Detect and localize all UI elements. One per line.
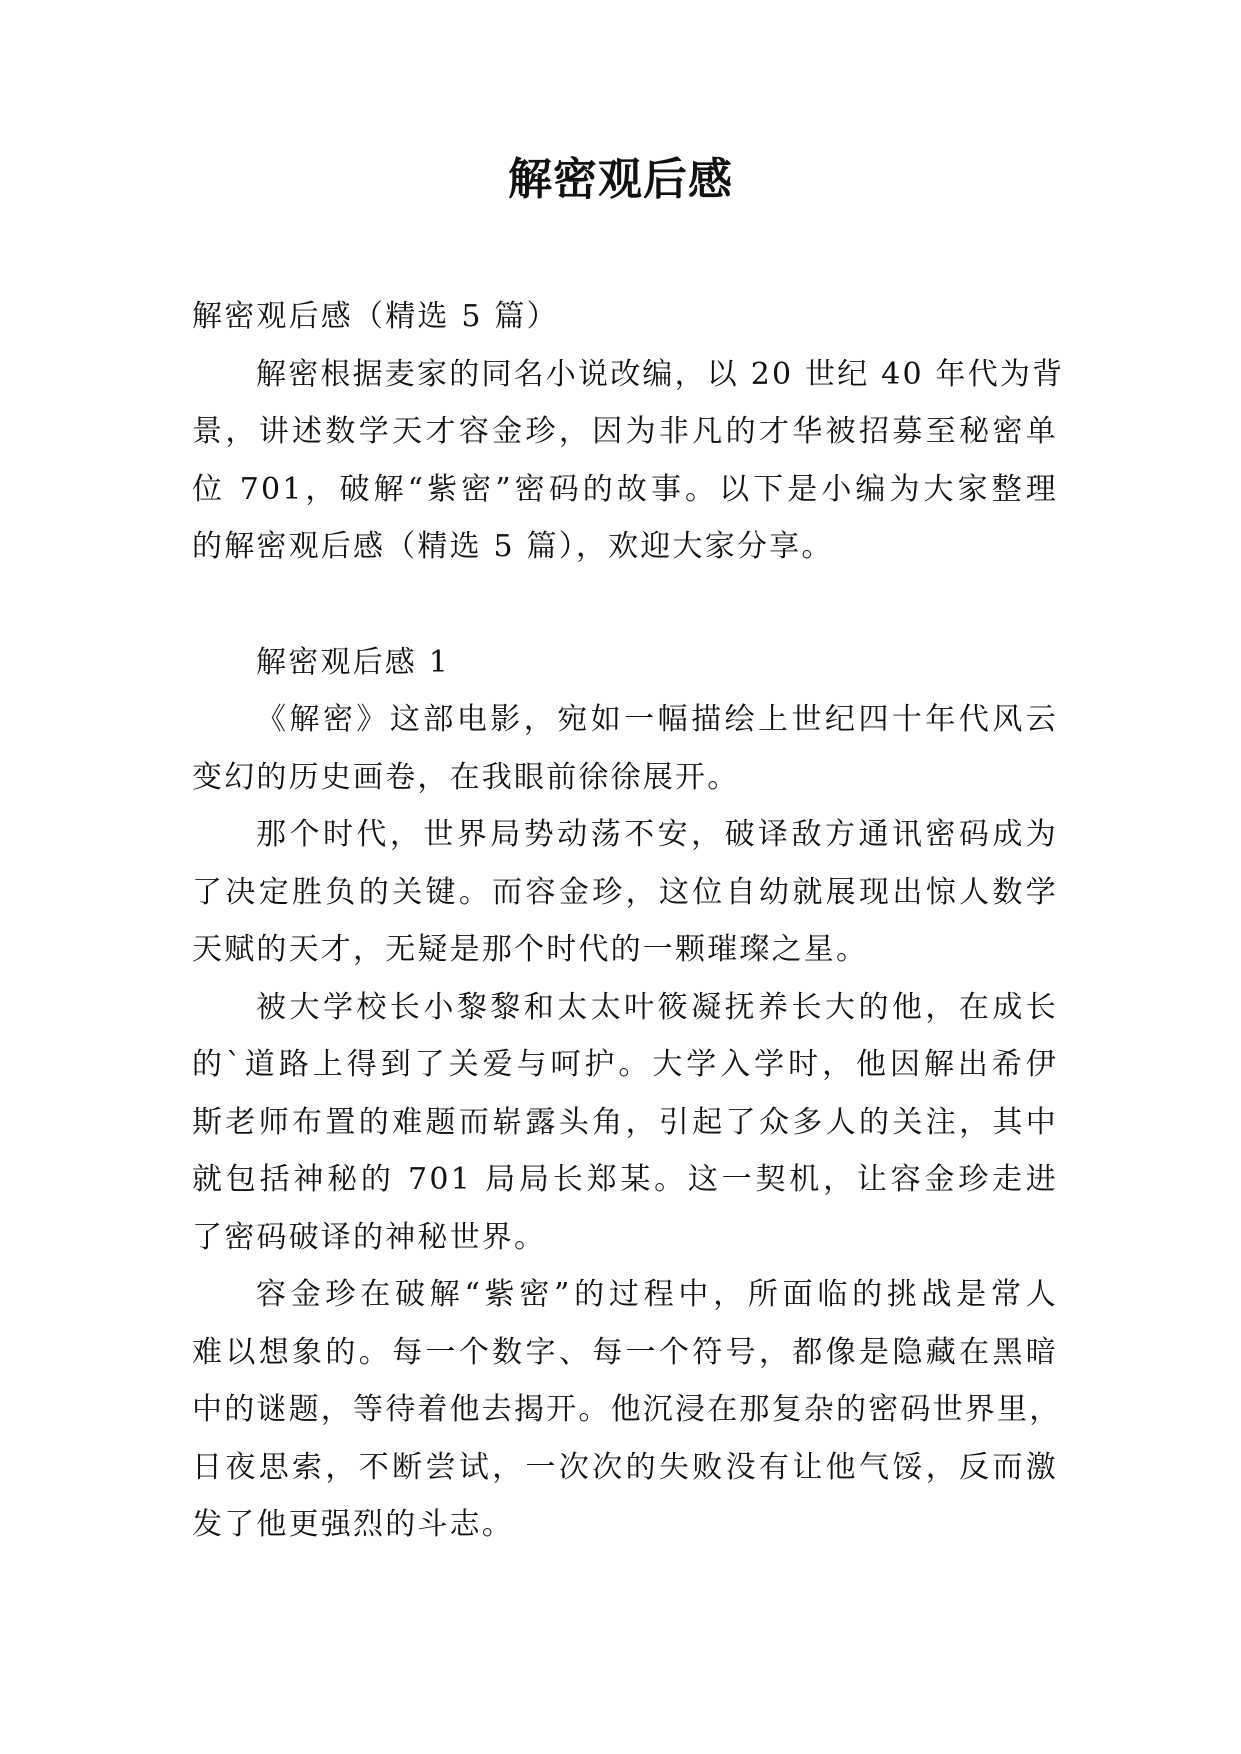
paragraph (192, 979, 1058, 1267)
paragraph-line: 《解密》这部电影，宛如一幅描绘上世纪四十年代风云 (256, 702, 1058, 737)
paragraph-line: 斯老师布置的难题而崭露头角，引起了众多人的关注，其中 (192, 1104, 1058, 1140)
section-heading: 解密观后感 1 (256, 644, 451, 680)
intro-line: 景，讲述数学天才容金珍，因为非凡的才华被招募至秘密单 (192, 414, 1058, 449)
paragraph-line: 的`道路上得到了关爱与呵护。大学入学时，他因解出希伊 (192, 1047, 1058, 1082)
intro-line: 解密根据麦家的同名小说改编，以 20 世纪 40 年代为背 (256, 356, 1065, 392)
paragraph (192, 806, 1058, 979)
paragraph-line: 变幻的历史画卷，在我眼前徐徐展开。 (192, 759, 740, 795)
paragraph-line: 发了他更强烈的斗志。 (192, 1507, 514, 1542)
paragraph (192, 1266, 1062, 1554)
paragraph-line: 天赋的天才，无疑是那个时代的一颗璀璨之星。 (192, 932, 869, 967)
paragraph-line: 容金珍在破解“紫密”的过程中，所面临的挑战是常人 (256, 1277, 1058, 1312)
paragraph-line: 日夜思索，不断尝试，一次次的失败没有让他气馁，反而激 (192, 1449, 1058, 1485)
paragraph-line: 就包括神秘的 701 局局长郑某。这一契机，让容金珍走进 (192, 1162, 1058, 1197)
intro-line: 位 701，破解“紫密”密码的故事。以下是小编为大家整理 (192, 471, 1058, 507)
paragraph-gap (192, 576, 1058, 634)
paragraph-line: 中的谜题，等待着他去揭开。他沉浸在那复杂的密码世界里， (192, 1392, 1062, 1427)
paragraph-line: 被大学校长小黎黎和太太叶筱凝抚养长大的他，在成长 (256, 989, 1058, 1025)
paragraph-line: 那个时代，世界局势动荡不安，破译敌方通讯密码成为 (256, 817, 1058, 852)
document-title: 解密观后感 (508, 154, 733, 205)
paragraph-line: 了密码破译的神秘世界。 (192, 1219, 547, 1255)
paragraph-line: 了决定胜负的关键。而容金珍，这位自幼就展现出惊人数学 (192, 874, 1058, 910)
paragraph (192, 691, 1058, 806)
paragraph-line: 难以想象的。每一个数字、每一个符号，都像是隐藏在黑暗 (192, 1334, 1058, 1370)
document-body (192, 288, 1065, 1554)
subtitle: 解密观后感（精选 5 篇） (192, 299, 559, 334)
intro-line: 的解密观后感（精选 5 篇），欢迎大家分享。 (192, 529, 834, 564)
intro-paragraph (192, 346, 1065, 576)
